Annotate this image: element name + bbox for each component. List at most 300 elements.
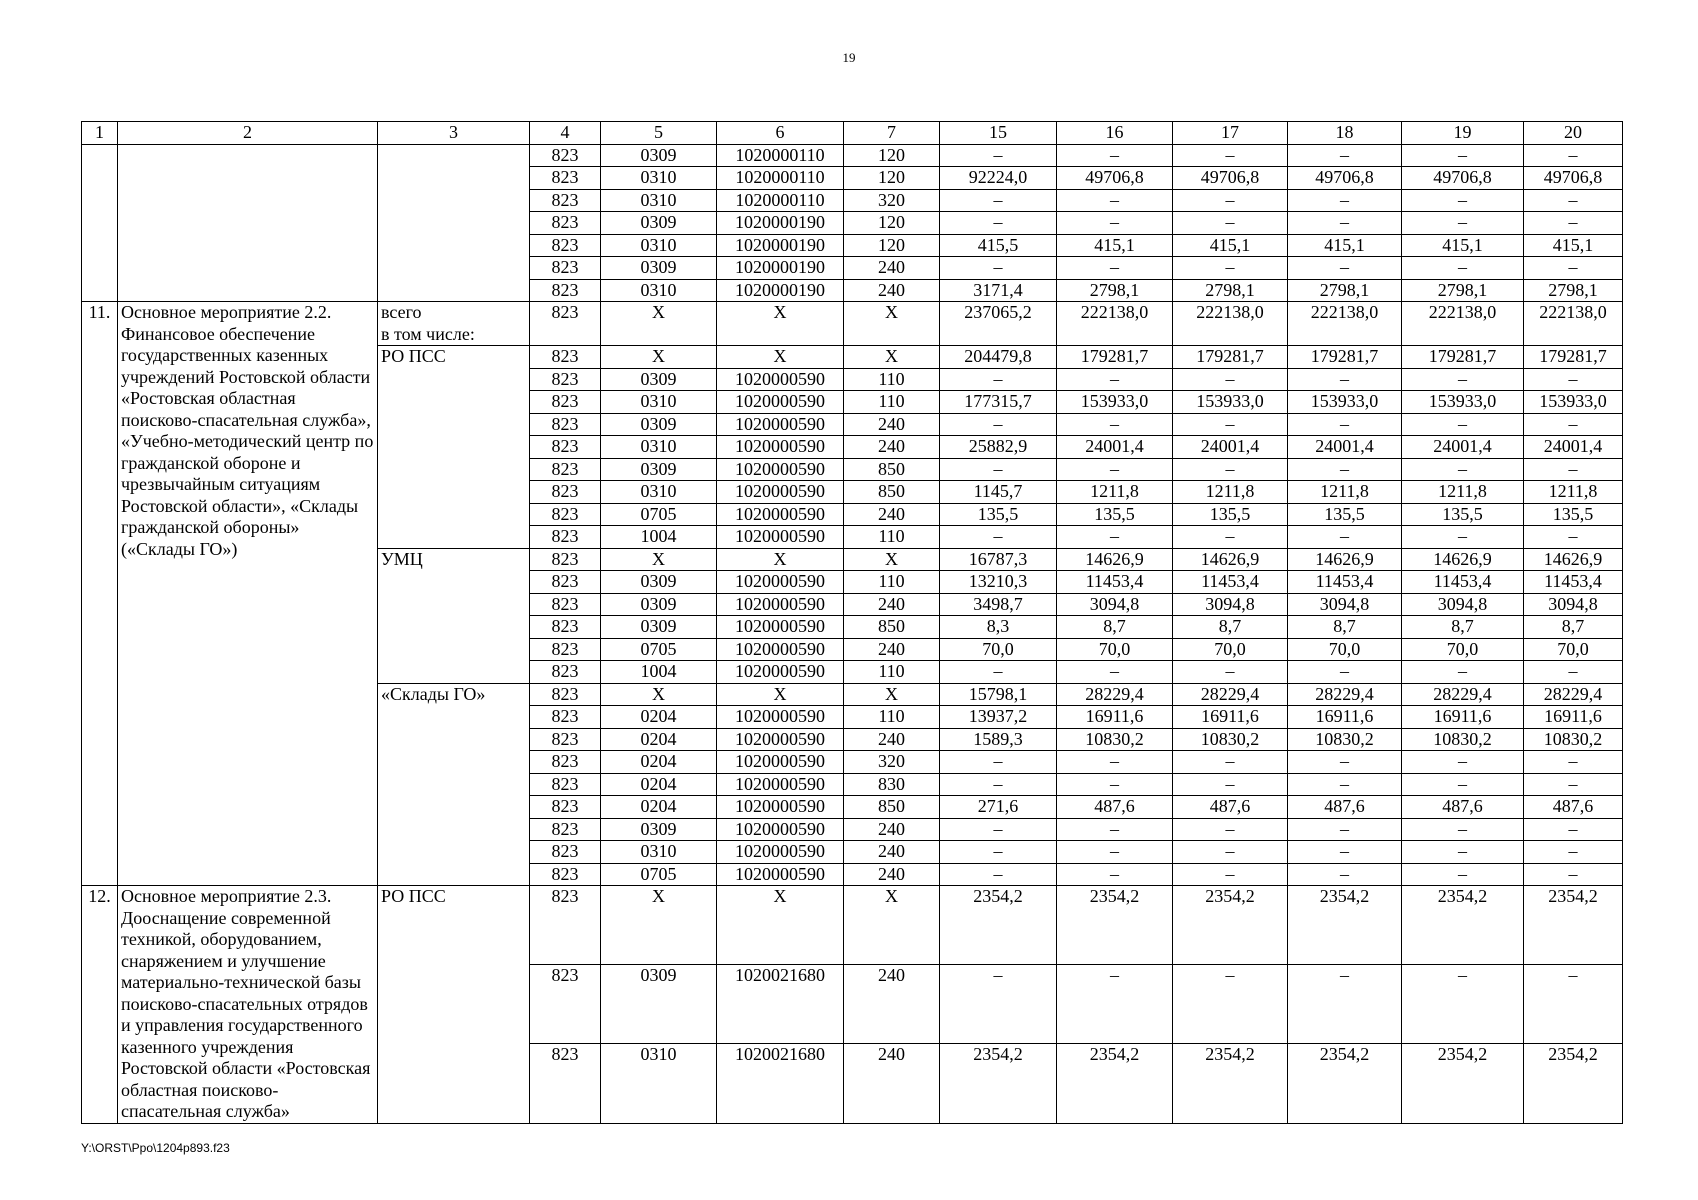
y20-cell: 1211,8: [1524, 481, 1623, 504]
header-cell: 7: [844, 122, 940, 145]
y17-cell: 135,5: [1173, 503, 1288, 526]
section-cell: 0310: [601, 189, 717, 212]
row-number-cell: [82, 144, 118, 302]
gbrs-cell: 823: [530, 144, 601, 167]
y20-cell: –: [1524, 841, 1623, 864]
target-article-cell: 1020000590: [717, 481, 844, 504]
y15-cell: 15798,1: [940, 683, 1057, 706]
budget-table-container: [81, 121, 1622, 1124]
expense-type-cell: X: [844, 683, 940, 706]
y18-cell: 415,1: [1288, 234, 1402, 257]
expense-type-cell: 320: [844, 189, 940, 212]
y19-cell: –: [1402, 751, 1524, 774]
header-cell: 16: [1057, 122, 1173, 145]
y19-cell: 11453,4: [1402, 571, 1524, 594]
y16-cell: –: [1057, 144, 1173, 167]
gbrs-cell: 823: [530, 526, 601, 549]
gbrs-cell: 823: [530, 413, 601, 436]
gbrs-cell: 823: [530, 571, 601, 594]
y20-cell: 3094,8: [1524, 593, 1623, 616]
y15-cell: 177315,7: [940, 391, 1057, 414]
gbrs-cell: 823: [530, 796, 601, 819]
y15-cell: 1589,3: [940, 728, 1057, 751]
y17-cell: –: [1173, 965, 1288, 1044]
target-article-cell: 1020000590: [717, 503, 844, 526]
y18-cell: –: [1288, 965, 1402, 1044]
y16-cell: 2354,2: [1057, 886, 1173, 965]
y16-cell: 487,6: [1057, 796, 1173, 819]
expense-type-cell: 240: [844, 279, 940, 302]
y16-cell: 16911,6: [1057, 706, 1173, 729]
target-article-cell: X: [717, 302, 844, 346]
section-cell: 0309: [601, 593, 717, 616]
expense-type-cell: X: [844, 346, 940, 369]
y18-cell: –: [1288, 526, 1402, 549]
y19-cell: 135,5: [1402, 503, 1524, 526]
header-cell: 18: [1288, 122, 1402, 145]
section-cell: 0310: [601, 234, 717, 257]
y20-cell: –: [1524, 144, 1623, 167]
y18-cell: –: [1288, 841, 1402, 864]
y15-cell: –: [940, 841, 1057, 864]
section-cell: 0309: [601, 144, 717, 167]
header-cell: 17: [1173, 122, 1288, 145]
y15-cell: –: [940, 368, 1057, 391]
section-cell: 1004: [601, 526, 717, 549]
table-row: [82, 886, 1623, 965]
y15-cell: –: [940, 212, 1057, 235]
gbrs-cell: 823: [530, 728, 601, 751]
section-cell: 0310: [601, 481, 717, 504]
target-article-cell: 1020000190: [717, 234, 844, 257]
y18-cell: 153933,0: [1288, 391, 1402, 414]
y19-cell: 10830,2: [1402, 728, 1524, 751]
y15-cell: –: [940, 189, 1057, 212]
target-article-cell: 1020000590: [717, 728, 844, 751]
y18-cell: –: [1288, 661, 1402, 684]
y16-cell: –: [1057, 189, 1173, 212]
y15-cell: 271,6: [940, 796, 1057, 819]
expense-type-cell: 110: [844, 706, 940, 729]
y18-cell: –: [1288, 458, 1402, 481]
section-cell: 0204: [601, 706, 717, 729]
measure-name-cell: [118, 144, 378, 302]
y17-cell: 8,7: [1173, 616, 1288, 639]
gbrs-cell: 823: [530, 683, 601, 706]
y16-cell: –: [1057, 661, 1173, 684]
expense-type-cell: 120: [844, 234, 940, 257]
expense-type-cell: 110: [844, 391, 940, 414]
y20-cell: 49706,8: [1524, 167, 1623, 190]
y17-cell: 10830,2: [1173, 728, 1288, 751]
section-cell: X: [601, 346, 717, 369]
target-article-cell: X: [717, 886, 844, 965]
y17-cell: 153933,0: [1173, 391, 1288, 414]
header-cell: 15: [940, 122, 1057, 145]
y17-cell: 49706,8: [1173, 167, 1288, 190]
expense-type-cell: 240: [844, 818, 940, 841]
y15-cell: 237065,2: [940, 302, 1057, 346]
y19-cell: 8,7: [1402, 616, 1524, 639]
y20-cell: 70,0: [1524, 638, 1623, 661]
y18-cell: 11453,4: [1288, 571, 1402, 594]
executor-cell: [378, 302, 530, 346]
gbrs-cell: 823: [530, 706, 601, 729]
y15-cell: 1145,7: [940, 481, 1057, 504]
y18-cell: –: [1288, 257, 1402, 280]
y16-cell: 2354,2: [1057, 1044, 1173, 1123]
table-header-row: [82, 122, 1623, 145]
gbrs-cell: 823: [530, 593, 601, 616]
y19-cell: –: [1402, 413, 1524, 436]
y18-cell: –: [1288, 144, 1402, 167]
y16-cell: 28229,4: [1057, 683, 1173, 706]
y15-cell: –: [940, 818, 1057, 841]
section-cell: X: [601, 886, 717, 965]
y16-cell: 8,7: [1057, 616, 1173, 639]
header-cell: 4: [530, 122, 601, 145]
expense-type-cell: 110: [844, 571, 940, 594]
expense-type-cell: 120: [844, 212, 940, 235]
y19-cell: 1211,8: [1402, 481, 1524, 504]
y20-cell: 16911,6: [1524, 706, 1623, 729]
y18-cell: –: [1288, 751, 1402, 774]
expense-type-cell: 240: [844, 413, 940, 436]
gbrs-cell: 823: [530, 548, 601, 571]
y17-cell: 28229,4: [1173, 683, 1288, 706]
section-cell: 0204: [601, 751, 717, 774]
y18-cell: 8,7: [1288, 616, 1402, 639]
expense-type-cell: 240: [844, 257, 940, 280]
y15-cell: 2354,2: [940, 886, 1057, 965]
gbrs-cell: 823: [530, 346, 601, 369]
y19-cell: –: [1402, 189, 1524, 212]
y16-cell: 135,5: [1057, 503, 1173, 526]
y20-cell: 14626,9: [1524, 548, 1623, 571]
expense-type-cell: 850: [844, 796, 940, 819]
gbrs-cell: 823: [530, 302, 601, 346]
executor-cell: РО ПСС: [378, 346, 530, 549]
target-article-cell: X: [717, 548, 844, 571]
target-article-cell: X: [717, 683, 844, 706]
expense-type-cell: 850: [844, 616, 940, 639]
target-article-cell: 1020021680: [717, 965, 844, 1044]
section-cell: 0310: [601, 167, 717, 190]
y18-cell: 222138,0: [1288, 302, 1402, 346]
y18-cell: –: [1288, 189, 1402, 212]
y17-cell: –: [1173, 751, 1288, 774]
y16-cell: –: [1057, 458, 1173, 481]
y16-cell: 2798,1: [1057, 279, 1173, 302]
y20-cell: 153933,0: [1524, 391, 1623, 414]
y17-cell: 14626,9: [1173, 548, 1288, 571]
target-article-cell: 1020000590: [717, 661, 844, 684]
executor-cell: УМЦ: [378, 548, 530, 683]
expense-type-cell: X: [844, 886, 940, 965]
row-number-cell: 11.: [82, 302, 118, 886]
target-article-cell: 1020000190: [717, 257, 844, 280]
target-article-cell: 1020000590: [717, 706, 844, 729]
y20-cell: 10830,2: [1524, 728, 1623, 751]
section-cell: 0309: [601, 368, 717, 391]
expense-type-cell: 320: [844, 751, 940, 774]
y17-cell: 415,1: [1173, 234, 1288, 257]
y15-cell: 135,5: [940, 503, 1057, 526]
y20-cell: –: [1524, 526, 1623, 549]
y16-cell: 24001,4: [1057, 436, 1173, 459]
y16-cell: 222138,0: [1057, 302, 1173, 346]
header-cell: 20: [1524, 122, 1623, 145]
y19-cell: 2354,2: [1402, 1044, 1524, 1123]
expense-type-cell: 240: [844, 1044, 940, 1123]
y17-cell: –: [1173, 841, 1288, 864]
section-cell: 0310: [601, 436, 717, 459]
y19-cell: 487,6: [1402, 796, 1524, 819]
y17-cell: 11453,4: [1173, 571, 1288, 594]
section-cell: 0309: [601, 458, 717, 481]
y15-cell: 204479,8: [940, 346, 1057, 369]
gbrs-cell: 823: [530, 368, 601, 391]
expense-type-cell: 240: [844, 863, 940, 886]
y20-cell: –: [1524, 818, 1623, 841]
y18-cell: 16911,6: [1288, 706, 1402, 729]
page-number: 19: [842, 50, 856, 65]
gbrs-cell: 823: [530, 458, 601, 481]
y17-cell: –: [1173, 257, 1288, 280]
gbrs-cell: 823: [530, 212, 601, 235]
y15-cell: –: [940, 863, 1057, 886]
header-cell: 3: [378, 122, 530, 145]
y19-cell: 415,1: [1402, 234, 1524, 257]
target-article-cell: 1020000590: [717, 526, 844, 549]
gbrs-cell: 823: [530, 886, 601, 965]
target-article-cell: 1020000110: [717, 167, 844, 190]
y18-cell: 14626,9: [1288, 548, 1402, 571]
expense-type-cell: 830: [844, 773, 940, 796]
gbrs-cell: 823: [530, 616, 601, 639]
y18-cell: –: [1288, 863, 1402, 886]
y20-cell: 8,7: [1524, 616, 1623, 639]
y16-cell: 1211,8: [1057, 481, 1173, 504]
y16-cell: 153933,0: [1057, 391, 1173, 414]
y15-cell: 25882,9: [940, 436, 1057, 459]
y18-cell: –: [1288, 773, 1402, 796]
y19-cell: 179281,7: [1402, 346, 1524, 369]
y17-cell: 487,6: [1173, 796, 1288, 819]
section-cell: 1004: [601, 661, 717, 684]
gbrs-cell: 823: [530, 638, 601, 661]
gbrs-cell: 823: [530, 841, 601, 864]
y17-cell: –: [1173, 413, 1288, 436]
target-article-cell: 1020000590: [717, 593, 844, 616]
y17-cell: 2798,1: [1173, 279, 1288, 302]
y15-cell: 8,3: [940, 616, 1057, 639]
y19-cell: 222138,0: [1402, 302, 1524, 346]
y19-cell: –: [1402, 144, 1524, 167]
y19-cell: –: [1402, 965, 1524, 1044]
section-cell: 0705: [601, 638, 717, 661]
y20-cell: 2354,2: [1524, 886, 1623, 965]
gbrs-cell: 823: [530, 863, 601, 886]
y18-cell: 1211,8: [1288, 481, 1402, 504]
target-article-cell: 1020000110: [717, 189, 844, 212]
section-cell: X: [601, 683, 717, 706]
y18-cell: 24001,4: [1288, 436, 1402, 459]
y18-cell: –: [1288, 212, 1402, 235]
y18-cell: 2798,1: [1288, 279, 1402, 302]
section-cell: 0204: [601, 728, 717, 751]
y20-cell: 222138,0: [1524, 302, 1623, 346]
executor-cell: РО ПСС: [378, 886, 530, 1124]
table-row: [82, 144, 1623, 167]
target-article-cell: 1020000190: [717, 212, 844, 235]
section-cell: 0310: [601, 1044, 717, 1123]
y16-cell: –: [1057, 841, 1173, 864]
section-cell: X: [601, 302, 717, 346]
expense-type-cell: 110: [844, 526, 940, 549]
y20-cell: 135,5: [1524, 503, 1623, 526]
y15-cell: 16787,3: [940, 548, 1057, 571]
y20-cell: 2354,2: [1524, 1044, 1623, 1123]
y20-cell: –: [1524, 413, 1623, 436]
y19-cell: 70,0: [1402, 638, 1524, 661]
y19-cell: –: [1402, 773, 1524, 796]
y17-cell: –: [1173, 212, 1288, 235]
y15-cell: –: [940, 526, 1057, 549]
executor-cell: «Склады ГО»: [378, 683, 530, 886]
y17-cell: 179281,7: [1173, 346, 1288, 369]
y20-cell: –: [1524, 257, 1623, 280]
section-cell: 0310: [601, 279, 717, 302]
y17-cell: 222138,0: [1173, 302, 1288, 346]
y18-cell: 487,6: [1288, 796, 1402, 819]
y18-cell: 135,5: [1288, 503, 1402, 526]
y20-cell: 28229,4: [1524, 683, 1623, 706]
expense-type-cell: 120: [844, 167, 940, 190]
gbrs-cell: 823: [530, 503, 601, 526]
header-cell: 19: [1402, 122, 1524, 145]
y19-cell: –: [1402, 257, 1524, 280]
y18-cell: 179281,7: [1288, 346, 1402, 369]
y17-cell: –: [1173, 526, 1288, 549]
y15-cell: 13210,3: [940, 571, 1057, 594]
y16-cell: 70,0: [1057, 638, 1173, 661]
y19-cell: 28229,4: [1402, 683, 1524, 706]
y20-cell: –: [1524, 863, 1623, 886]
expense-type-cell: 240: [844, 593, 940, 616]
y18-cell: 28229,4: [1288, 683, 1402, 706]
y16-cell: 3094,8: [1057, 593, 1173, 616]
target-article-cell: 1020000590: [717, 391, 844, 414]
target-article-cell: 1020000590: [717, 413, 844, 436]
measure-name-cell: Основное мероприятие 2.2. Финансовое обеспечение государственных казенных учреждений Ростовской области «Ростовская областная поисково-спасательная служба», «Учебно-методический центр по гражданской обороне и чрезвычайным ситуациям Ростовской области», «Склады гражданской обороны» («Склады ГО»): [118, 302, 378, 886]
y15-cell: 70,0: [940, 638, 1057, 661]
section-cell: 0309: [601, 571, 717, 594]
y19-cell: –: [1402, 212, 1524, 235]
target-article-cell: 1020000590: [717, 841, 844, 864]
y16-cell: –: [1057, 368, 1173, 391]
y17-cell: 24001,4: [1173, 436, 1288, 459]
section-cell: 0309: [601, 257, 717, 280]
section-cell: 0309: [601, 212, 717, 235]
y16-cell: –: [1057, 526, 1173, 549]
target-article-cell: 1020000590: [717, 616, 844, 639]
y18-cell: –: [1288, 818, 1402, 841]
y17-cell: 3094,8: [1173, 593, 1288, 616]
expense-type-cell: 240: [844, 965, 940, 1044]
section-cell: 0309: [601, 616, 717, 639]
y15-cell: 2354,2: [940, 1044, 1057, 1123]
y16-cell: 179281,7: [1057, 346, 1173, 369]
y16-cell: 14626,9: [1057, 548, 1173, 571]
y15-cell: –: [940, 413, 1057, 436]
y19-cell: –: [1402, 841, 1524, 864]
y20-cell: –: [1524, 661, 1623, 684]
gbrs-cell: 823: [530, 189, 601, 212]
y16-cell: 11453,4: [1057, 571, 1173, 594]
header-cell: 2: [118, 122, 378, 145]
header-cell: 5: [601, 122, 717, 145]
gbrs-cell: 823: [530, 279, 601, 302]
y20-cell: 179281,7: [1524, 346, 1623, 369]
target-article-cell: X: [717, 346, 844, 369]
y18-cell: 2354,2: [1288, 886, 1402, 965]
gbrs-cell: 823: [530, 751, 601, 774]
target-article-cell: 1020000590: [717, 863, 844, 886]
y20-cell: –: [1524, 751, 1623, 774]
expense-type-cell: 850: [844, 458, 940, 481]
section-cell: 0204: [601, 773, 717, 796]
y19-cell: 2354,2: [1402, 886, 1524, 965]
section-cell: X: [601, 548, 717, 571]
expense-type-cell: 240: [844, 436, 940, 459]
y15-cell: –: [940, 965, 1057, 1044]
y19-cell: –: [1402, 368, 1524, 391]
expense-type-cell: 850: [844, 481, 940, 504]
expense-type-cell: 240: [844, 638, 940, 661]
y17-cell: 1211,8: [1173, 481, 1288, 504]
section-cell: 0309: [601, 965, 717, 1044]
y20-cell: 487,6: [1524, 796, 1623, 819]
y20-cell: –: [1524, 458, 1623, 481]
y19-cell: 24001,4: [1402, 436, 1524, 459]
target-article-cell: 1020000590: [717, 796, 844, 819]
expense-type-cell: X: [844, 302, 940, 346]
y18-cell: 2354,2: [1288, 1044, 1402, 1123]
target-article-cell: 1020000590: [717, 436, 844, 459]
section-cell: 0705: [601, 503, 717, 526]
y18-cell: –: [1288, 413, 1402, 436]
section-cell: 0310: [601, 391, 717, 414]
target-article-cell: 1020000590: [717, 368, 844, 391]
y20-cell: 11453,4: [1524, 571, 1623, 594]
y15-cell: 13937,2: [940, 706, 1057, 729]
expense-type-cell: 240: [844, 503, 940, 526]
y20-cell: –: [1524, 212, 1623, 235]
expense-type-cell: 110: [844, 368, 940, 391]
y19-cell: –: [1402, 863, 1524, 886]
header-cell: 1: [82, 122, 118, 145]
gbrs-cell: 823: [530, 661, 601, 684]
y16-cell: 415,1: [1057, 234, 1173, 257]
y15-cell: 415,5: [940, 234, 1057, 257]
header-cell: 6: [717, 122, 844, 145]
y20-cell: –: [1524, 965, 1623, 1044]
section-cell: 0309: [601, 818, 717, 841]
gbrs-cell: 823: [530, 773, 601, 796]
y16-cell: –: [1057, 212, 1173, 235]
y17-cell: –: [1173, 144, 1288, 167]
